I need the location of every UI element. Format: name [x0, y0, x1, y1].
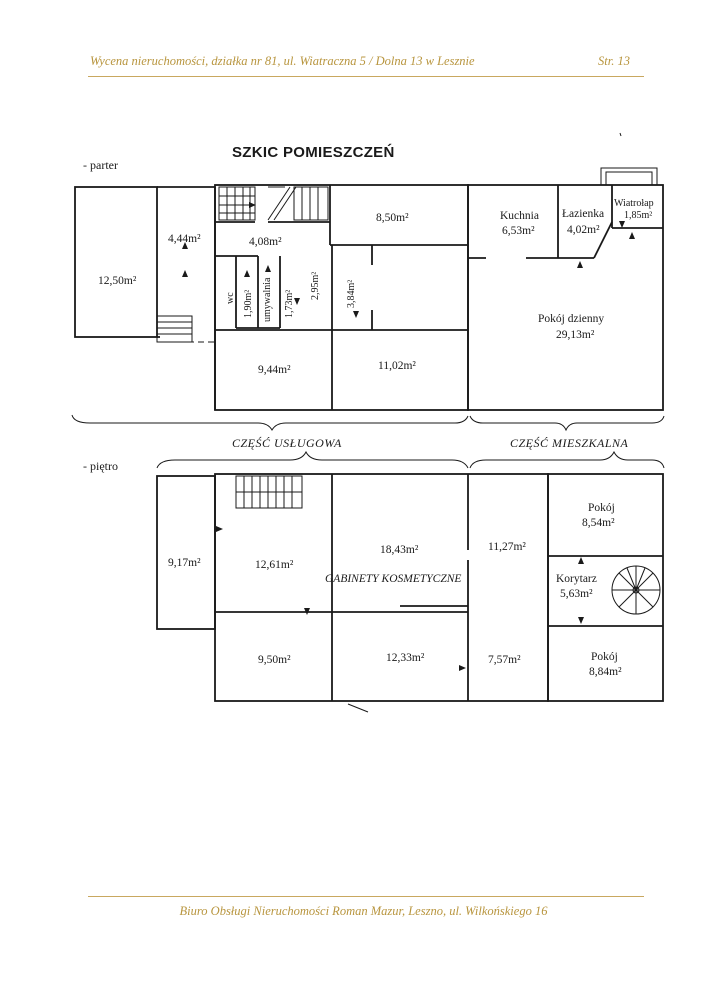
level-label-upper: - piętro — [83, 459, 118, 473]
room-area-917: 9,17m² — [168, 557, 201, 569]
room-name-umywalnia: umywalnia — [262, 277, 273, 322]
room-name-kuchnia: Kuchnia — [500, 210, 539, 222]
room-area-950: 9,50m² — [258, 654, 291, 666]
room-area-kuchnia: 6,53m² — [502, 225, 535, 237]
room-area-1127: 11,27m² — [488, 541, 526, 553]
room-area-850: 8,50m² — [376, 212, 409, 224]
room-area-pokoj-1: 8,54m² — [582, 517, 615, 529]
upper-stairs-icon — [236, 476, 302, 508]
room-name-korytarz: Korytarz — [556, 573, 597, 585]
room-area-wiatrolap: 1,85m² — [624, 210, 653, 221]
room-name-wc: wc — [225, 292, 236, 304]
room-area-384: 3,84m² — [346, 279, 357, 308]
sketch-title: SZKIC POMIESZCZEŃ — [232, 144, 395, 161]
room-area-408: 4,08m² — [249, 236, 282, 248]
room-area-pokoj-dzienny: 29,13m² — [556, 329, 595, 341]
room-name-pokoj-dzienny: Pokój dzienny — [538, 313, 605, 325]
room-area-1102: 11,02m² — [378, 360, 416, 372]
room-area-umywalnia: 1,73m² — [284, 289, 295, 318]
level-label-ground: - parter — [83, 158, 118, 172]
room-area-757: 7,57m² — [488, 654, 521, 666]
room-area-295: 2,95m² — [310, 271, 321, 300]
room-name-pokoj-1: Pokój — [588, 502, 615, 514]
header-title: Wycena nieruchomości, działka nr 81, ul. Wiatraczna 5 / Dolna 13 w Lesznie — [90, 54, 475, 68]
room-area-wc: 1,90m² — [243, 289, 254, 318]
footer-rule — [88, 896, 644, 897]
room-area-444: 4,44m² — [168, 233, 201, 245]
section-label-residential: CZĘŚĆ MIESZKALNA — [510, 436, 629, 450]
room-area-pokoj-2: 8,84m² — [589, 666, 622, 678]
room-name-pokoj-2: Pokój — [591, 651, 618, 663]
room-area-1843: 18,43m² — [380, 544, 419, 556]
upper-mark-line — [348, 704, 368, 712]
stray-mark — [620, 133, 621, 136]
page-number: Str. 13 — [598, 54, 630, 68]
room-area-1261: 12,61m² — [255, 559, 294, 571]
room-area-1250: 12,50m² — [98, 275, 137, 287]
spiral-stair-icon — [612, 566, 660, 614]
room-area-1233: 12,33m² — [386, 652, 425, 664]
room-name-wiatrolap: Wiatrołap — [614, 198, 654, 209]
room-area-lazienka: 4,02m² — [567, 224, 600, 236]
ground-floor-walls — [75, 168, 663, 410]
room-area-944: 9,44m² — [258, 364, 291, 376]
room-name-gabinety: GABINETY KOSMETYCZNE — [325, 573, 462, 585]
footer-text: Biuro Obsługi Nieruchomości Roman Mazur, Leszno, ul. Wilkońskiego 16 — [179, 904, 548, 918]
room-area-korytarz: 5,63m² — [560, 588, 593, 600]
section-label-service: CZĘŚĆ USŁUGOWA — [232, 436, 342, 450]
room-name-lazienka: Łazienka — [562, 208, 605, 220]
